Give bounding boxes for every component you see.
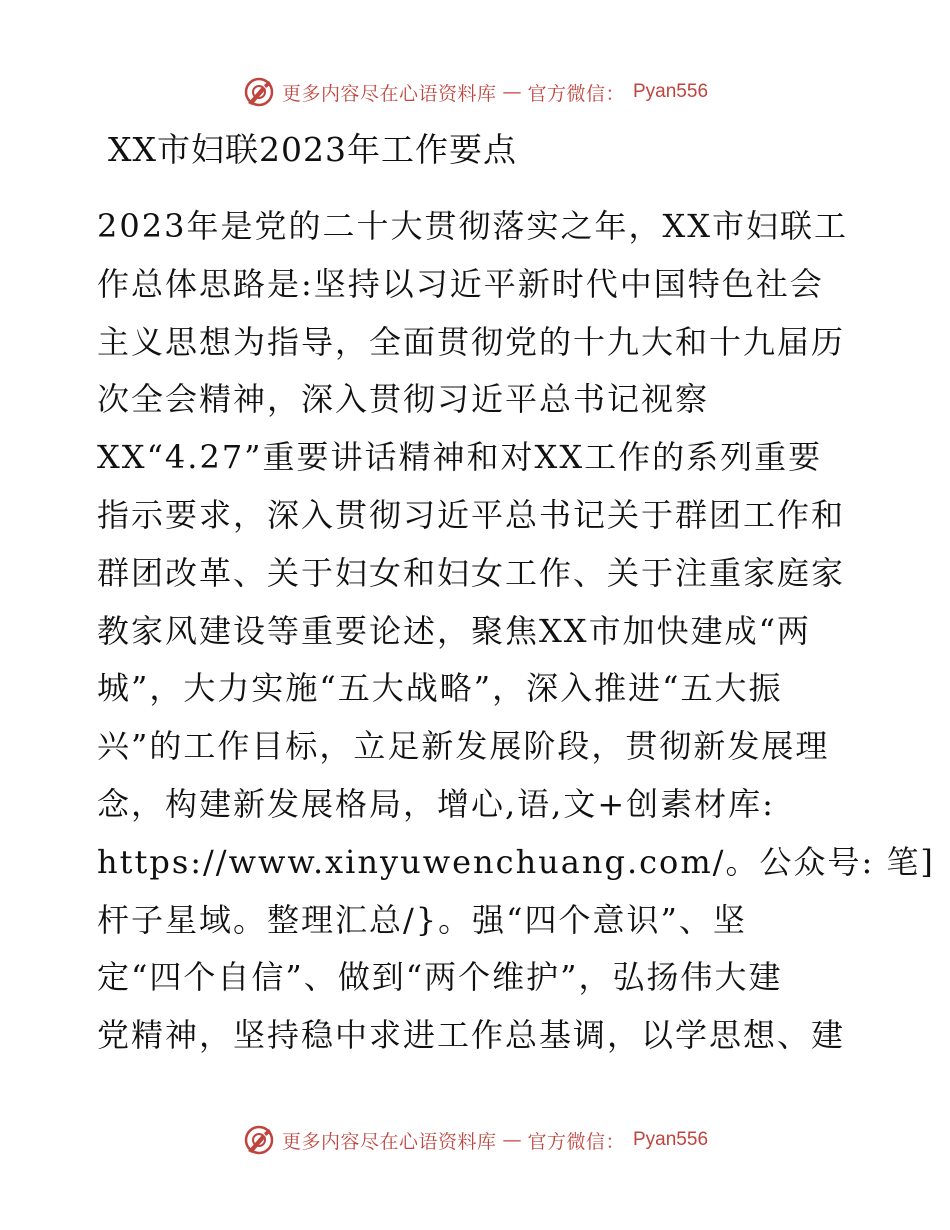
body-line: 2023年是党的二十大贯彻落实之年，XX市妇联工 xyxy=(97,207,849,245)
pen-logo-icon xyxy=(242,1123,276,1157)
watermark-dash: — xyxy=(502,1129,522,1151)
body-line: 作总体思路是:坚持以习近平新时代中国特色社会 xyxy=(97,264,824,303)
pen-logo-icon xyxy=(242,75,276,109)
body-line: 指示要求，深入贯彻习近平总书记关于群团工作和 xyxy=(97,495,846,534)
watermark-text: 更多内容尽在心语资料库 xyxy=(281,1130,497,1153)
watermark-wechat-label: 官方微信： xyxy=(527,82,625,105)
footer-watermark xyxy=(0,1120,950,1160)
body-line: 念，构建新发展格局，增心,语,文+创素材库: xyxy=(97,784,775,823)
body-line: 党精神，坚持稳中求进工作总基调，以学思想、建 xyxy=(97,1016,846,1055)
body-line: 群团改革、关于妇女和妇女工作、关于注重家庭家 xyxy=(97,553,846,592)
watermark-wechat-id: Pyan556 xyxy=(633,81,709,102)
document-title: XX市妇联2023年工作要点 xyxy=(108,130,517,169)
watermark-text: 更多内容尽在心语资料库 xyxy=(281,82,497,105)
body-line: 主义思想为指导，全面贯彻党的十九大和十九届历 xyxy=(97,322,846,361)
body-line: 城”，大力实施“五大战略”，深入推进“五大振 xyxy=(97,669,783,708)
body-line-url: https://www.xinyuwenchuang.com/。公众号: 笔] xyxy=(97,842,935,881)
body-line: 定“四个自信”、做到“两个维护”，弘扬伟大建 xyxy=(97,958,783,997)
watermark-dash: — xyxy=(502,81,522,103)
body-line: 兴”的工作目标，立足新发展阶段，贯彻新发展理 xyxy=(97,727,830,766)
header-watermark xyxy=(0,72,950,112)
body-line: 杆子星域。整理汇总/}。强“四个意识”、坚 xyxy=(97,900,747,939)
watermark-wechat-label: 官方微信： xyxy=(527,1130,625,1153)
body-line: 次全会精神，深入贯彻习近平总书记视察 xyxy=(97,380,710,419)
body-line: 教家风建设等重要论述，聚焦XX市加快建成“两 xyxy=(97,611,811,650)
document-body xyxy=(97,198,935,1065)
body-line: XX“4.27”重要讲话精神和对XX工作的系列重要 xyxy=(97,438,823,477)
watermark-wechat-id: Pyan556 xyxy=(633,1129,709,1150)
